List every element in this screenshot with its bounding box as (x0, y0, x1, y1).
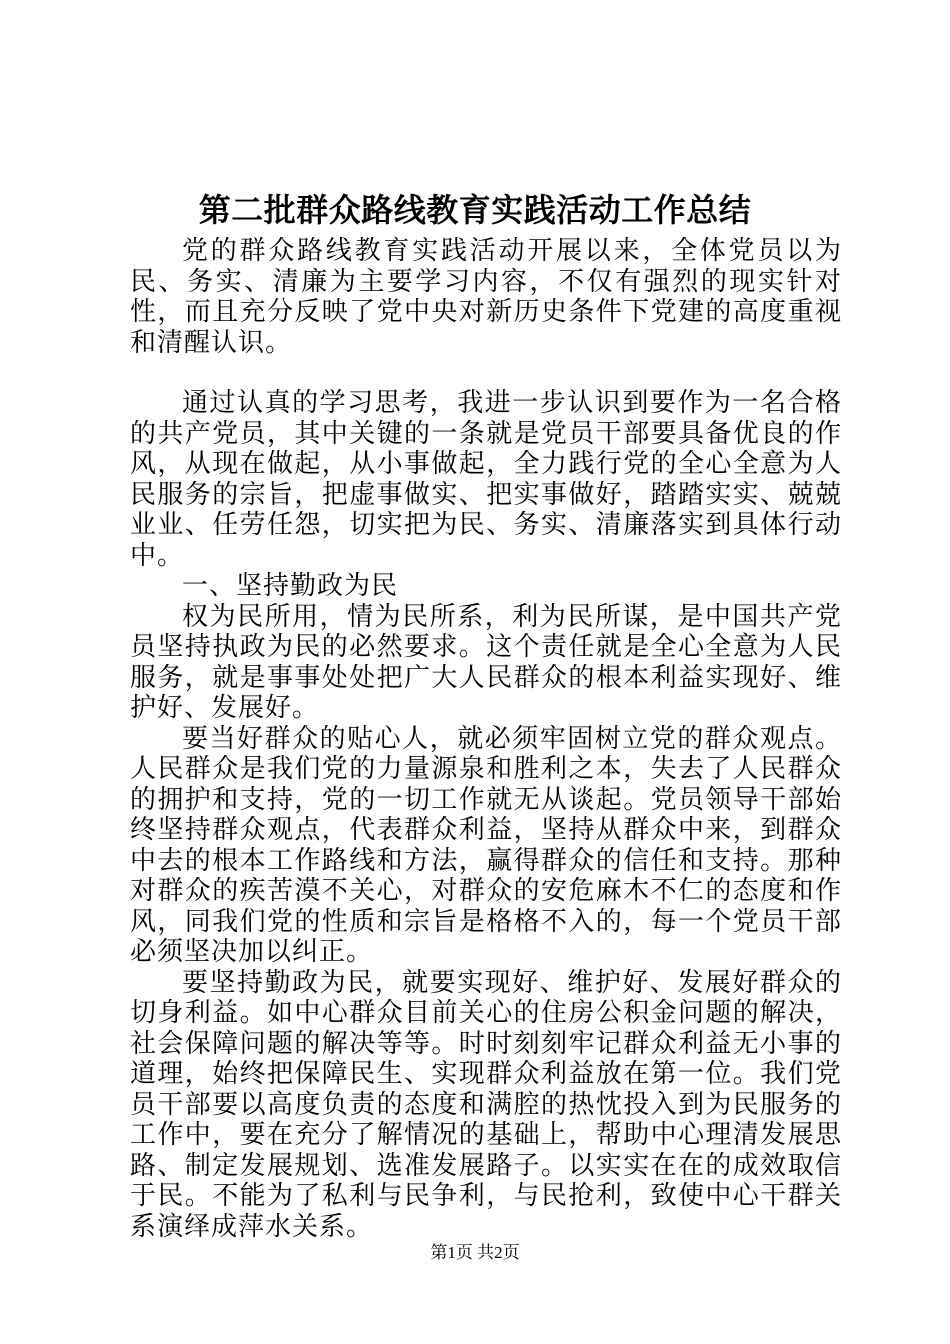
section-paragraph-3: 要坚持勤政为民，就要实现好、维护好、发展好群众的切身利益。如中心群众目前关心的住房公积金问题的解决，社会保障问题的解决等等。时时刻刻牢记群众利益无小事的道理，始终把保障民生、实现群众利益放在第一位。我们党员干部要以高度负责的态度和满腔的热忱投入到为民服务的工作中，要在充分了解情况的基础上，帮助中心理清发展思路、制定发展规划、选准发展路子。以实实在在的成效取信于民。不能为了私利与民争利，与民抢利，致使中心干群关系演绎成萍水关系。 (130, 967, 842, 1242)
section-paragraph-2: 要当好群众的贴心人，就必须牢固树立党的群众观点。人民群众是我们党的力量源泉和胜利之本，失去了人民群众的拥护和支持，党的一切工作就无从谈起。党员领导干部始终坚持群众观点，代表群众利益，坚持从群众中来，到群众中去的根本工作路线和方法，赢得群众的信任和支持。那种对群众的疾苦漠不关心，对群众的安危麻木不仁的态度和作风，同我们党的性质和宗旨是格格不入的，每一个党员干部必须坚决加以纠正。 (130, 723, 842, 967)
paragraph-reflection: 通过认真的学习思考，我进一步认识到要作为一名合格的共产党员，其中关键的一条就是党员干部要具备优良的作风，从现在做起，从小事做起，全力践行党的全心全意为人民服务的宗旨，把虚事做实、把实事做好，踏踏实实、兢兢业业、任劳任怨，切实把为民、务实、清廉落实到具体行动中。 (130, 388, 842, 571)
page-footer: 第1页 共2页 (430, 1243, 520, 1262)
document-title: 第二批群众路线教育实践活动工作总结 (198, 191, 752, 229)
section-paragraph-1: 权为民所用，情为民所系，利为民所谋，是中国共产党员坚持执政为民的必然要求。这个责任就是全心全意为人民服务，就是事事处处把广大人民群众的根本利益实现好、维护好、发展好。 (130, 601, 842, 723)
document-body (130, 236, 842, 1242)
paragraph-intro: 党的群众路线教育实践活动开展以来，全体党员以为民、务实、清廉为主要学习内容，不仅有强烈的现实针对性，而且充分反映了党中央对新历史条件下党建的高度重视和清醒认识。 (130, 236, 842, 358)
section-heading: 一、坚持勤政为民 (182, 571, 399, 601)
